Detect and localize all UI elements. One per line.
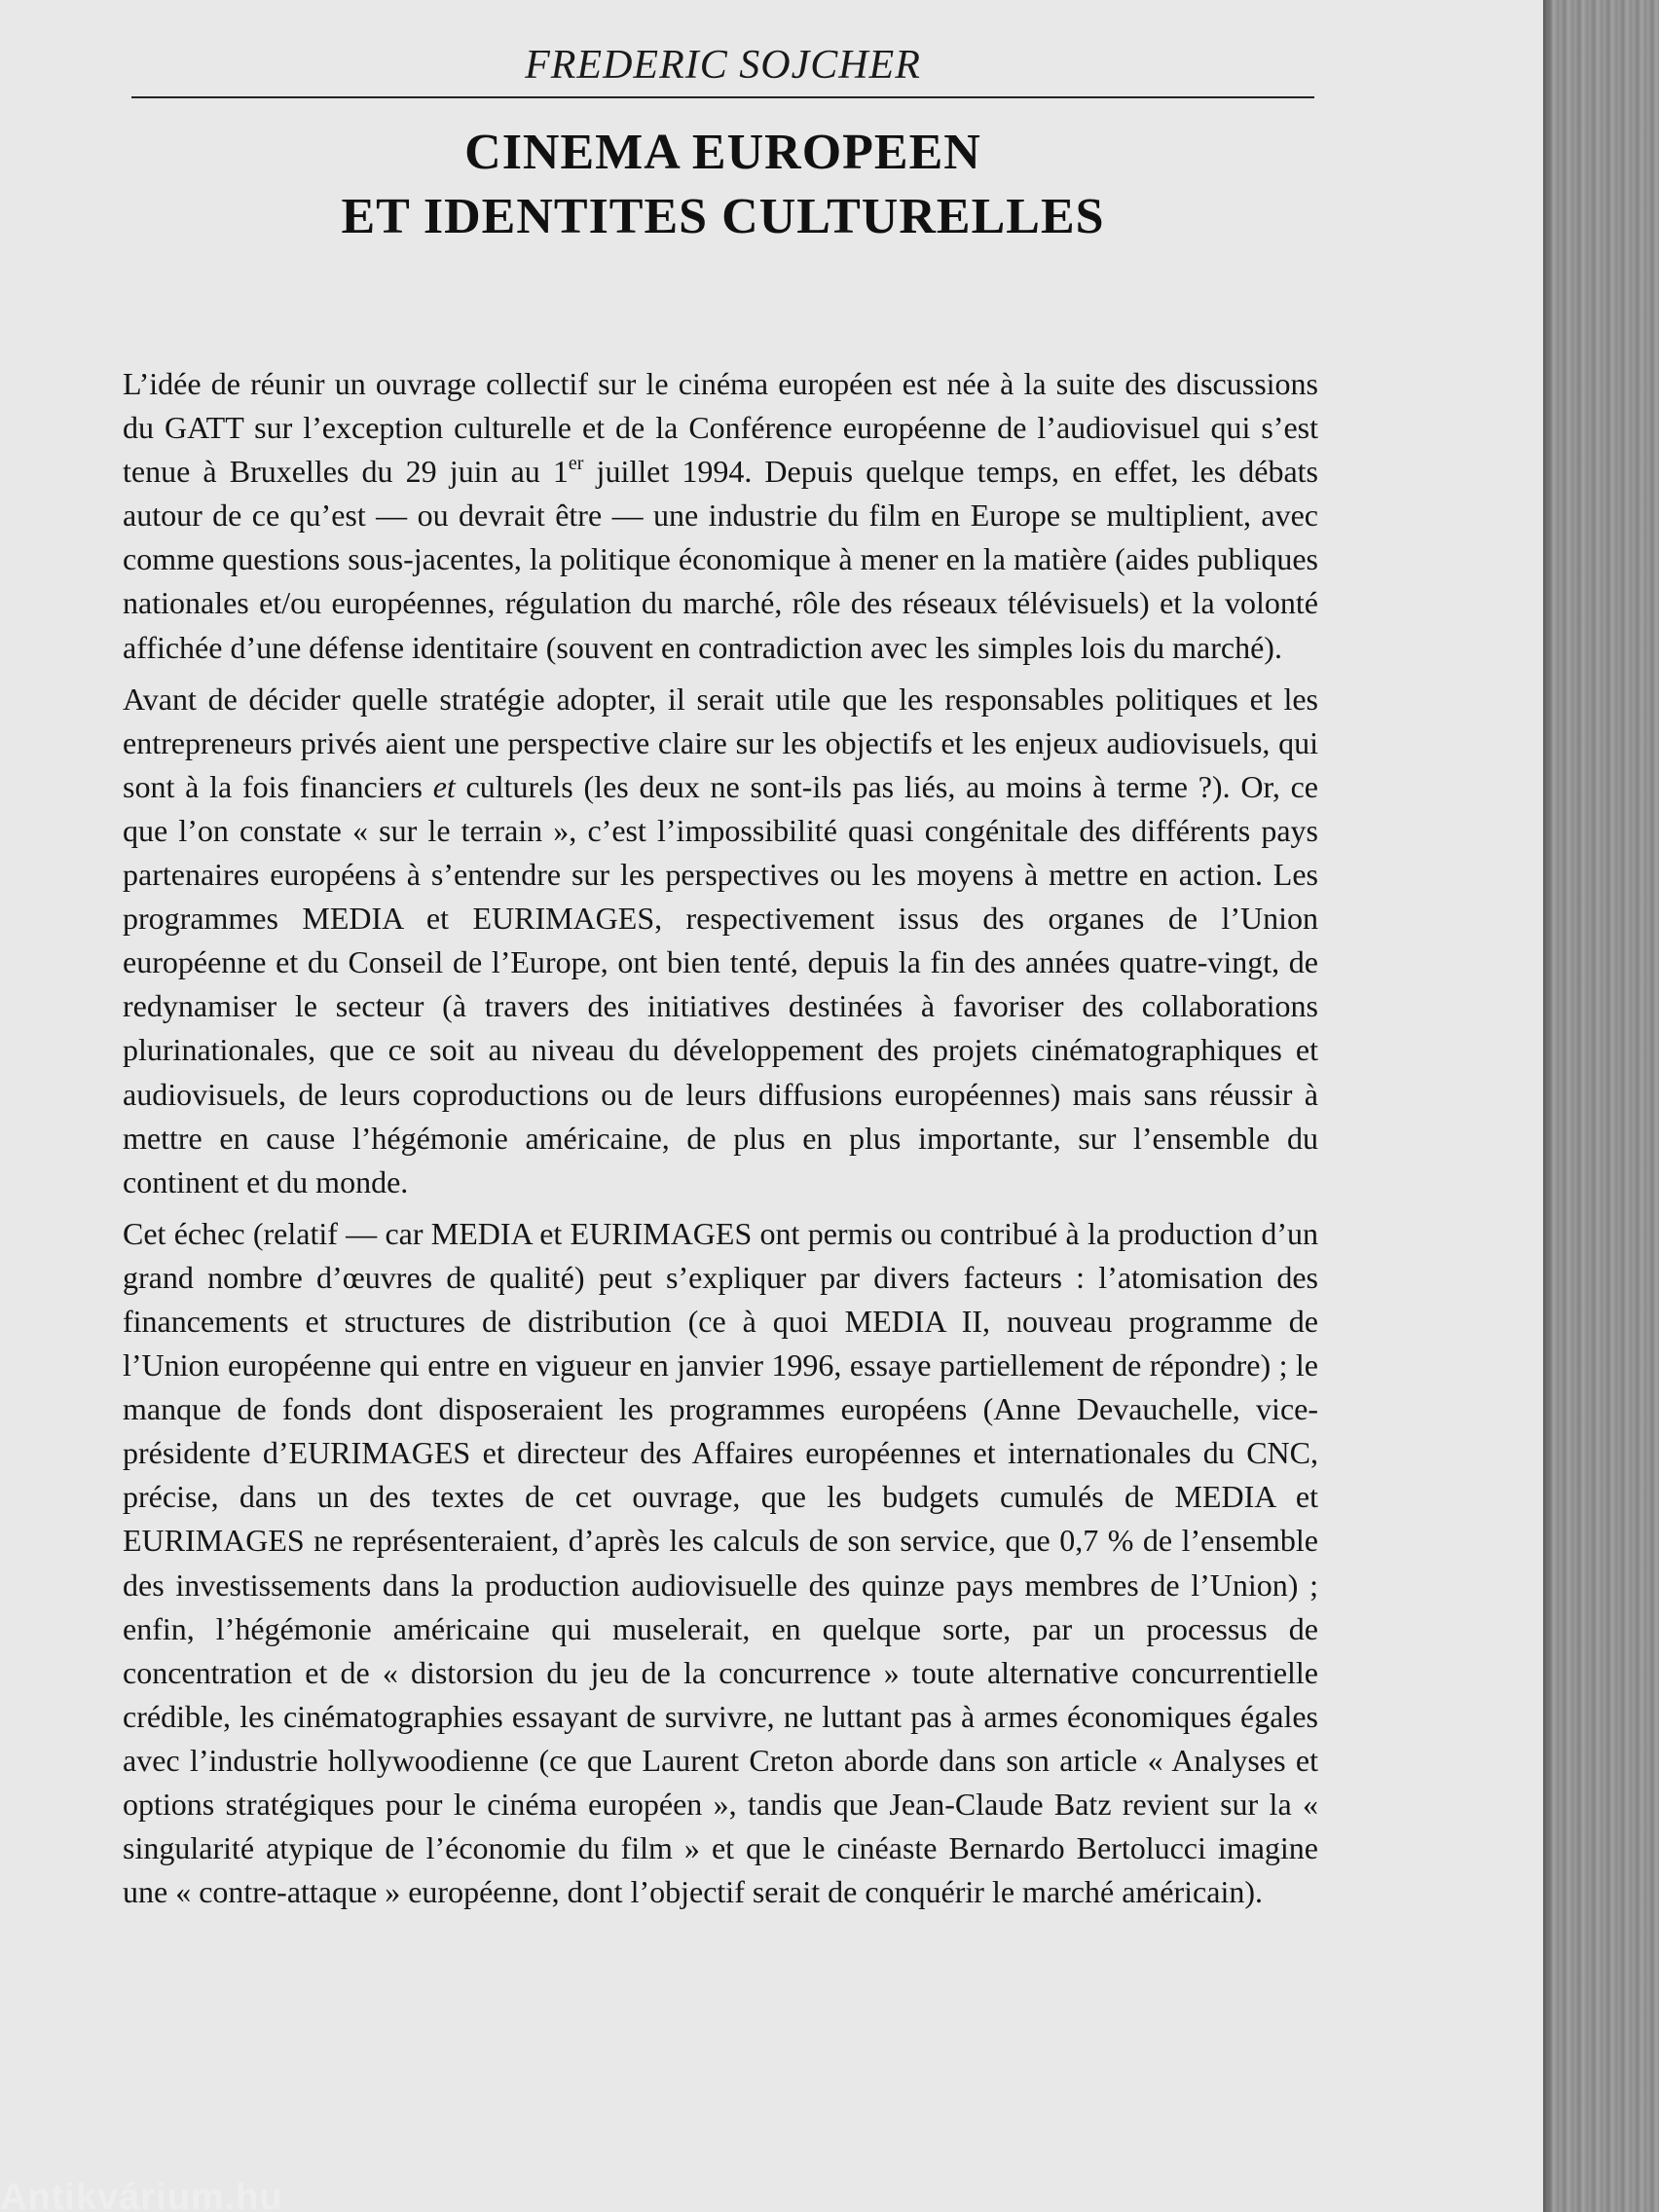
superscript-er: er — [568, 453, 584, 475]
book-binding-edge — [1543, 0, 1659, 2212]
header-rule — [131, 96, 1314, 98]
paragraph-2-text-b: culturels (les deux ne sont-ils pas liés, au moins à terme ?). Or, ce que l’on constate « sur le terrain », c’est l’impossibilité quasi congénitale des différents pays partenaires européens à s’entendre sur les perspectives ou les moyens à mettre en action. Les programmes MEDIA et EURIMAGES, respectivement issus des organes de l’Union européenne et du Conseil de l’Europe, ont bien tenté, depuis la fin des années quatre-vingt, de redynamiser le secteur (à travers des initiatives destinées à favoriser des collaborations plurinationales, que ce soit au niveau du développement des projets cinématographiques et audiovisuels, de leurs coproductions ou de leurs diffusions européennes) mais sans réussir à mettre en cause l’hégémonie américaine, de plus en plus importante, sur l’ensemble du continent et du monde. — [123, 768, 1319, 1199]
chapter-title-line-2: ET IDENTITES CULTURELLES — [341, 189, 1105, 244]
paragraph-2 — [123, 678, 1318, 1204]
body-text — [123, 362, 1318, 1922]
chapter-title — [131, 121, 1314, 249]
chapter-title-line-1: CINEMA EUROPEEN — [464, 125, 981, 180]
paragraph-1-text-a: L’idée de réunir un ouvrage collectif sur le cinéma européen est née à la suite des discussions du GATT sur l’exception culturelle et de la Conférence européenne de l’audiovisuel qui s’est tenue à Bruxelles du 29 juin au 1 — [123, 366, 1318, 490]
italic-et: et — [432, 768, 456, 804]
paragraph-1-text-b: juillet 1994. Depuis quelque temps, en effet, les débats autour de ce qu’est — ou devrait être — une industrie du film en Europe se multiplient, avec comme questions sous-jacentes, la politique économique à mener en la matière (aides publiques nationales et/ou européennes, régulation du marché, rôle des réseaux télévisuels) et la volonté affichée d’une défense identitaire (souvent en contradiction avec les simples lois du marché). — [123, 454, 1318, 665]
author-header: FREDERIC SOJCHER — [525, 43, 921, 88]
paragraph-3: Cet échec (relatif — car MEDIA et EURIMAGES ont permis ou contribué à la production d’un grand nombre d’œuvres de qualité) peut s’expliquer par divers facteurs : l’atomisation des financements et structures de distribution (ce à quoi MEDIA II, nouveau programme de l’Union européenne qui entre en vigueur en janvier 1996, essaye partiellement de répondre) ; le manque de fonds dont disposeraient les programmes européens (Anne Devauchelle, vice-présidente d’EURIMAGES et directeur des Affaires européennes et internationales du CNC, précise, dans un des textes de cet ouvrage, que les budgets cumulés de MEDIA et EURIMAGES ne représenteraient, d’après les calculs de son service, que 0,7 % de l’ensemble des investissements dans la production audiovisuelle des quinze pays membres de l’Union) ; enfin, l’hégémonie américaine qui muselerait, en quelque sorte, par un processus de concentration et de « distorsion du jeu de la concurrence » toute alternative concurrentielle crédible, les cinématographies essayant de survivre, ne luttant pas à armes économiques égales avec l’industrie hollywoodienne (ce que Laurent Creton aborde dans son article « Analyses et options stratégiques pour le cinéma européen », tandis que Jean-Claude Batz revient sur la « singularité atypique de l’économie du film » et que le cinéaste Bernardo Bertolucci imagine une « contre-attaque » européenne, dont l’objectif serait de conquérir le marché américain). — [123, 1215, 1318, 1910]
paragraph-1 — [123, 362, 1318, 670]
watermark: Antikvárium.hu — [0, 2177, 283, 2212]
paragraph-2-text-a: Avant de décider quelle stratégie adopter, il serait utile que les responsables politiques et les entrepreneurs privés aient une perspective claire sur les objectifs et les enjeux audiovisuels, qui sont à la fois financiers — [123, 681, 1318, 804]
